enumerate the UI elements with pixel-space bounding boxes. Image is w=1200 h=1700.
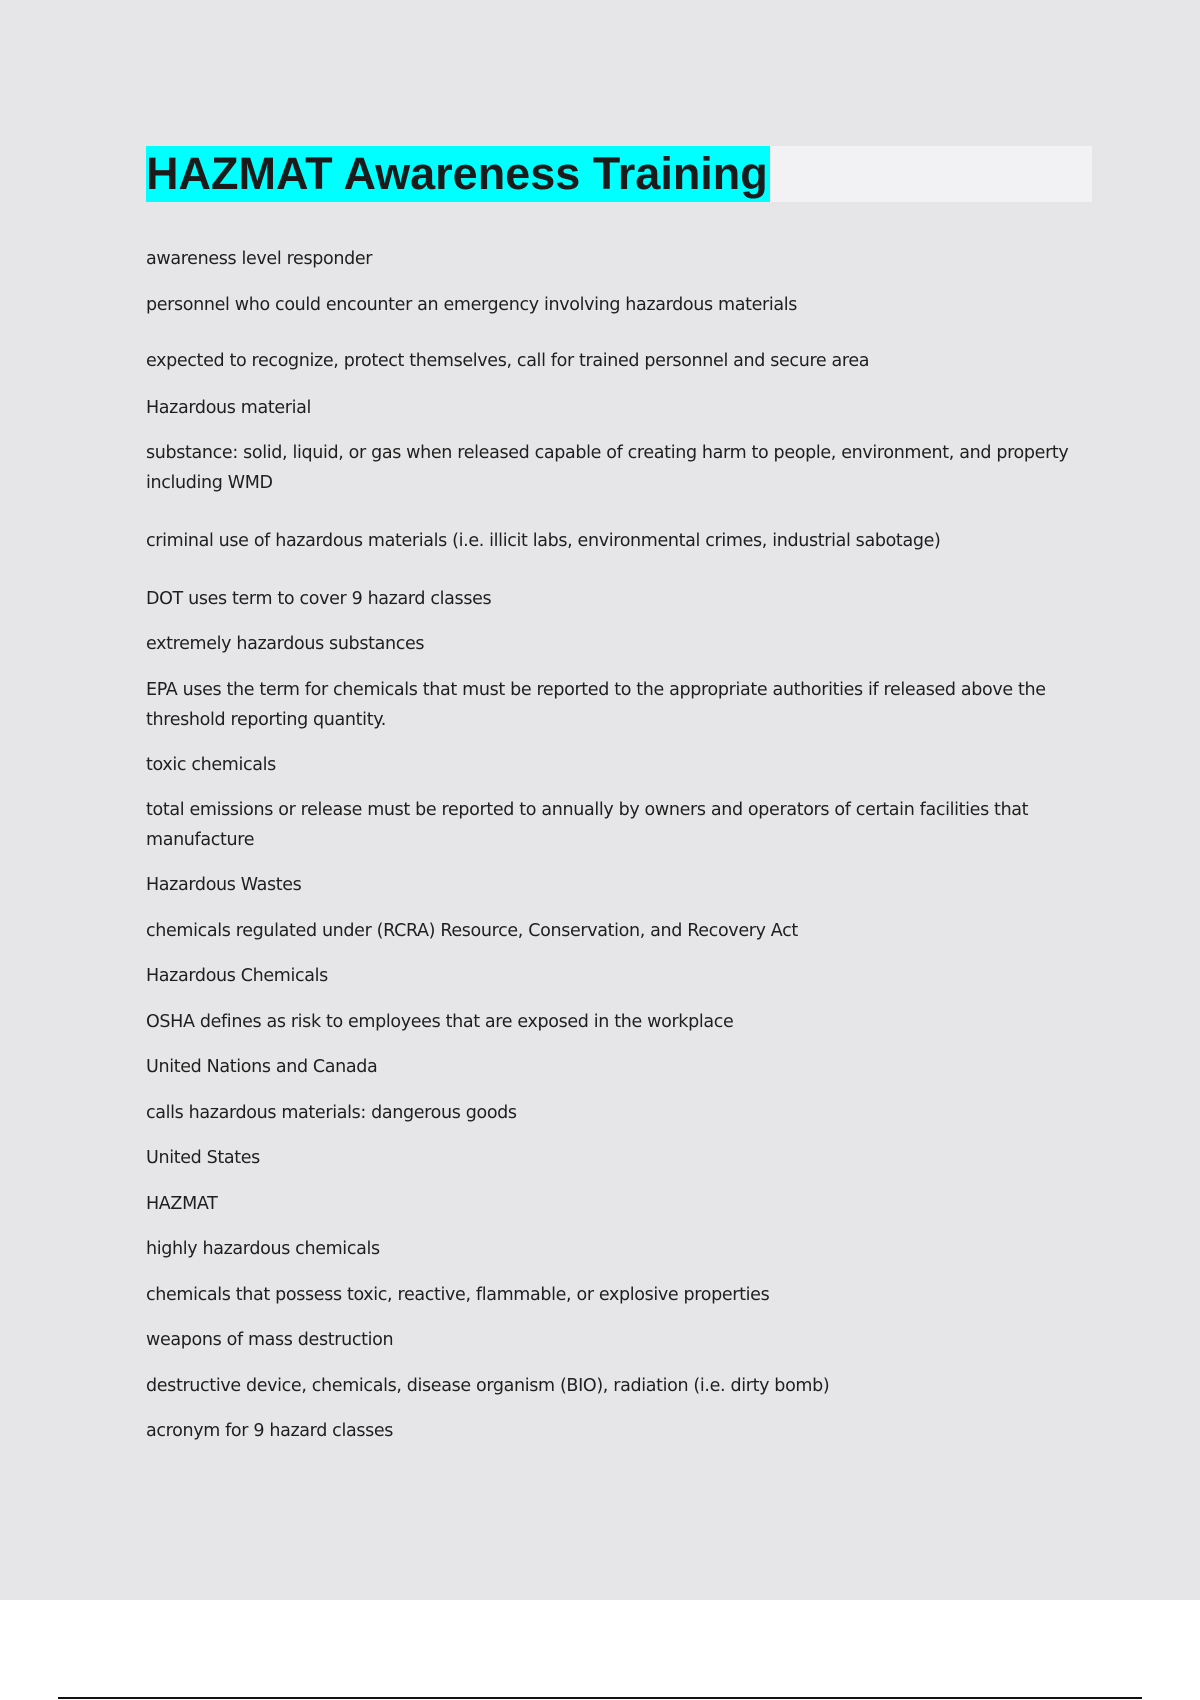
definition-line: expected to recognize, protect themselves, call for trained personnel and secure area	[146, 351, 870, 371]
term-line: extremely hazardous substances	[146, 634, 425, 654]
definition-line: personnel who could encounter an emergency involving hazardous materials	[146, 295, 798, 315]
definition-line: OSHA defines as risk to employees that are exposed in the workplace	[146, 1012, 734, 1032]
term-line: Hazardous Chemicals	[146, 966, 328, 986]
definition-line: destructive device, chemicals, disease organism (BIO), radiation (i.e. dirty bomb)	[146, 1376, 830, 1396]
term-line: acronym for 9 hazard classes	[146, 1421, 394, 1441]
definition-line: criminal use of hazardous materials (i.e. illicit labs, environmental crimes, industrial sabotage)	[146, 531, 941, 551]
term-line: United States	[146, 1148, 260, 1168]
definition-line: EPA uses the term for chemicals that must be reported to the appropriate authorities if released above the threshold reporting quantity.	[146, 680, 1046, 730]
term-line: toxic chemicals	[146, 755, 276, 775]
term-line: Hazardous Wastes	[146, 875, 302, 895]
term-line: Hazardous material	[146, 398, 312, 418]
definition-line: substance: solid, liquid, or gas when released capable of creating harm to people, environment, and property including WMD	[146, 443, 1069, 493]
document-body	[146, 244, 1096, 1446]
definition-line: calls hazardous materials: dangerous goods	[146, 1103, 517, 1123]
footer-rule	[58, 1697, 1142, 1699]
term-line: awareness level responder	[146, 249, 373, 269]
definition-line: chemicals regulated under (RCRA) Resource, Conservation, and Recovery Act	[146, 921, 798, 941]
term-line: highly hazardous chemicals	[146, 1239, 380, 1259]
definition-line: DOT uses term to cover 9 hazard classes	[146, 589, 492, 609]
definition-line: total emissions or release must be reported to annually by owners and operators of certain facilities that manufacture	[146, 800, 1029, 850]
term-line: United Nations and Canada	[146, 1057, 378, 1077]
document-title: HAZMAT Awareness Training	[146, 146, 770, 202]
definition-line: HAZMAT	[146, 1194, 218, 1214]
definition-line: chemicals that possess toxic, reactive, flammable, or explosive properties	[146, 1285, 770, 1305]
term-line: weapons of mass destruction	[146, 1330, 394, 1350]
